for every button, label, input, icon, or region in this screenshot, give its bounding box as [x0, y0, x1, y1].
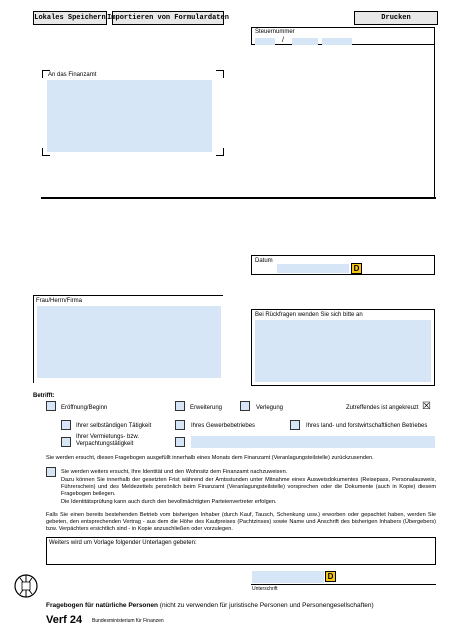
- identitaet-checkbox[interactable]: [46, 467, 56, 477]
- instruction-transfer: Falls Sie einen bereits bestehenden Betrieb vom bisherigen Inhaber (durch Kauf, Tausch, Schenkung usw.) erworben oder gepachtet haben, werden Sie gebeten, den entsprechenden Vertrag - aus dem die Höhe des Kaufpreises (Pachtzinses) sowie Name und Anschrift des bisherigen Inhabers (Übergebers) bzw. Verpächters ersichtlich sind - in Kopie anzuschließen oder vorzulegen.: [46, 512, 436, 532]
- eroeffnung-label: Eröffnung/Beginn: [61, 405, 108, 411]
- corner-mark: [216, 148, 224, 156]
- signature-label: Unterschrift: [252, 586, 278, 592]
- person-label: Frau/Herrn/Firma: [36, 298, 83, 304]
- person-box: [33, 295, 223, 383]
- steuernummer-field-1[interactable]: [255, 38, 275, 45]
- vermietung-label: Ihrer Vermietungs- bzw. Verpachtungstätigkeit: [76, 434, 140, 447]
- datum-d-marker: D: [351, 263, 362, 274]
- vermietung-checkbox[interactable]: [61, 437, 71, 447]
- finanzamt-label: An das Finanzamt: [48, 72, 97, 78]
- steuernummer-field-3[interactable]: [322, 38, 352, 45]
- print-button[interactable]: Drucken: [354, 11, 438, 25]
- ministry-label: Bundesministerium für Finanzen: [92, 618, 164, 624]
- weiters-box: [46, 537, 436, 565]
- footer-title: [46, 602, 374, 609]
- datum-box: [251, 255, 435, 275]
- instruction-return: Sie werden ersucht, diesen Fragebogen ausgefüllt innerhalb eines Monats dem Finanzamt (Veranlagungsteilstelle) zurückzusenden.: [46, 455, 374, 461]
- import-button[interactable]: Importieren von Formulardaten: [112, 11, 224, 25]
- selbstaendig-checkbox[interactable]: [61, 420, 71, 430]
- gewerbe-checkbox[interactable]: [175, 420, 185, 430]
- verlegung-label: Verlegung: [256, 405, 284, 411]
- rueckfragen-label: Bei Rückfragen wenden Sie sich bitte an: [255, 312, 363, 318]
- eroeffnung-checkbox[interactable]: [46, 401, 56, 411]
- weiters-label: Weiters wird um Vorlage folgender Unterlagen gebeten:: [49, 540, 197, 546]
- verlegung-checkbox[interactable]: [240, 401, 250, 411]
- section-divider: [41, 197, 436, 199]
- steuernummer-field-2[interactable]: [292, 38, 318, 45]
- landforst-label: Ihres land- und forstwirtschaftlichen Betriebes: [306, 423, 428, 429]
- erweiterung-label: Erweiterung: [190, 405, 223, 411]
- person-address-field[interactable]: [37, 306, 221, 378]
- cross-mark-icon: ☒: [422, 401, 431, 412]
- rueckfragen-box: [251, 309, 435, 386]
- betrifft-title: Betrifft:: [33, 393, 55, 399]
- signature-d-marker: D: [325, 571, 336, 582]
- save-button[interactable]: Lokales Speichern: [33, 11, 107, 25]
- bmf-logo-icon: [14, 568, 38, 604]
- signature-line: [251, 584, 436, 585]
- zutreffendes-label: Zutreffendes ist angekreuzt: [346, 405, 419, 411]
- signature-field[interactable]: [252, 571, 324, 583]
- rueckfragen-field[interactable]: [255, 320, 431, 382]
- instruction-documents: Dazu können Sie innerhalb der gesetzten Frist während der Amtsstunden unter Mitnahme eines Ausweisdokumentes (Reisepass, Personalausweis, Führerschein) und des Meldezettels persönlich beim Finanzamt (Veranlagungsteilstelle) vorsprechen oder die Dokumente (auch in Kopie) diesem Fragebogen beilegen.: [61, 477, 436, 497]
- form-id: Verf 24: [46, 614, 83, 626]
- right-rule: [434, 45, 435, 197]
- steuernummer-box: [251, 27, 435, 45]
- footer-title-bold: Fragebogen für natürliche Personen: [46, 602, 158, 609]
- sonstiges-checkbox[interactable]: [175, 437, 185, 447]
- finanzamt-address-field[interactable]: [47, 80, 212, 152]
- erweiterung-checkbox[interactable]: [175, 401, 185, 411]
- steuernummer-label: Steuernummer: [255, 29, 295, 35]
- selbstaendig-label: Ihrer selbständigen Tätigkeit: [76, 423, 152, 429]
- steuernummer-separator: /: [282, 37, 284, 44]
- landforst-checkbox[interactable]: [290, 420, 300, 430]
- footer-title-rest: (nicht zu verwenden für juristische Personen und Personengesellschaften): [157, 602, 374, 609]
- corner-mark: [216, 70, 224, 78]
- datum-field[interactable]: [277, 264, 349, 273]
- instruction-representative: Die Identitätsprüfung kann auch durch den bevollmächtigten Parteienvertreter erfolgen.: [61, 499, 277, 505]
- gewerbe-label: Ihres Gewerbebetriebes: [191, 423, 256, 429]
- instruction-identity: Sie werden weiters ersucht, Ihre Identität und den Wohnsitz dem Finanzamt nachzuweisen.: [61, 469, 288, 475]
- datum-label: Datum: [255, 258, 273, 264]
- sonstiges-field[interactable]: [191, 436, 435, 448]
